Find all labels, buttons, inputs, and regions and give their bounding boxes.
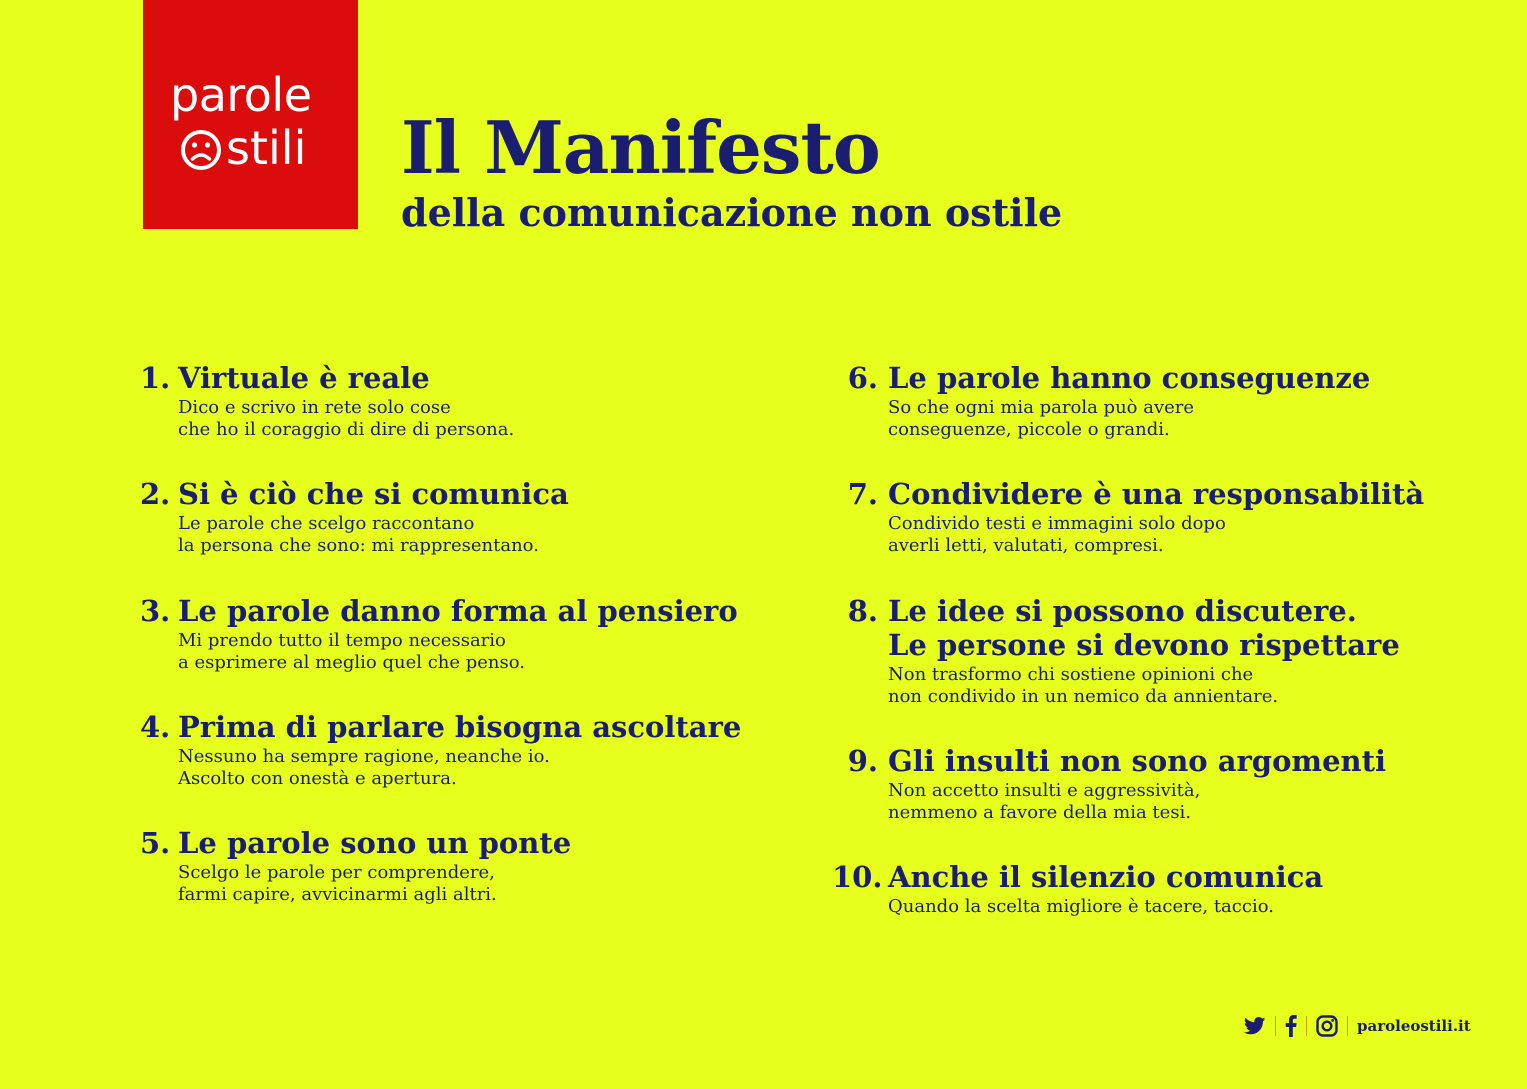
item-number: 6.	[847, 361, 878, 395]
item-body-line: Dico e scrivo in rete solo cose	[178, 397, 451, 418]
item-title: Le parole sono un ponte	[178, 826, 572, 860]
item-number: 8.	[847, 594, 878, 628]
manifesto-item-7	[832, 477, 1424, 557]
item-title: Le idee si possono discutere.	[888, 594, 1357, 628]
sad-face-icon	[180, 129, 222, 171]
manifesto-item-4	[140, 710, 741, 790]
item-body-line: la persona che sono: mi rappresentano.	[178, 535, 539, 556]
manifesto-item-2	[140, 477, 569, 557]
manifesto-item-3	[140, 594, 738, 674]
item-title: Prima di parlare bisogna ascoltare	[178, 710, 742, 744]
item-number: 5.	[140, 826, 171, 860]
item-body-line: nemmeno a favore della mia tesi.	[888, 802, 1192, 823]
item-title: Gli insulti non sono argomenti	[888, 744, 1387, 778]
item-number: 2.	[140, 477, 171, 511]
item-body-line: a esprimere al meglio quel che penso.	[178, 652, 525, 673]
item-body-line: averli letti, valutati, compresi.	[888, 535, 1164, 556]
page-title: Il Manifesto	[401, 105, 880, 190]
item-title: Anche il silenzio comunica	[888, 860, 1324, 894]
item-title: Le parole hanno conseguenze	[888, 361, 1371, 395]
item-title: Condividere è una responsabilità	[888, 477, 1425, 511]
website-link[interactable]: paroleostili.it	[1357, 1017, 1471, 1035]
item-body-line: Non trasformo chi sostiene opinioni che	[888, 664, 1254, 685]
manifesto-item-5	[140, 826, 571, 906]
item-number: 7.	[847, 477, 878, 511]
logo-second-line	[180, 121, 307, 175]
item-body-line: Quando la scelta migliore è tacere, taccio.	[888, 896, 1274, 917]
item-number: 3.	[140, 594, 171, 628]
item-body-line: non condivido in un nemico da annientare.	[888, 686, 1279, 707]
footer-social-bar	[1244, 1013, 1471, 1039]
twitter-icon[interactable]	[1244, 1017, 1266, 1035]
item-number: 1.	[140, 361, 171, 395]
manifesto-item-1	[140, 361, 514, 441]
item-number: 10.	[832, 860, 883, 894]
item-body-line: Mi prendo tutto il tempo necessario	[178, 630, 506, 651]
manifesto-item-8	[832, 594, 1400, 708]
item-title: Virtuale è reale	[178, 361, 430, 395]
page-subtitle: della comunicazione non ostile	[401, 190, 1063, 235]
facebook-icon[interactable]	[1285, 1015, 1297, 1037]
item-title-line2: Le persone si devono rispettare	[888, 628, 1400, 662]
manifesto-item-10	[832, 860, 1323, 918]
item-title: Si è ciò che si comunica	[178, 477, 569, 511]
logo-text-stili: stili	[226, 121, 307, 175]
item-body-line: Scelgo le parole per comprendere,	[178, 862, 495, 883]
brand-logo	[143, 0, 358, 229]
footer-separator	[1306, 1016, 1307, 1036]
item-number: 9.	[847, 744, 878, 778]
item-body-line: Non accetto insulti e aggressività,	[888, 780, 1201, 801]
manifesto-item-6	[832, 361, 1370, 441]
item-number: 4.	[140, 710, 171, 744]
item-body-line: farmi capire, avvicinarmi agli altri.	[178, 884, 497, 905]
item-body-line: Ascolto con onestà e apertura.	[178, 768, 457, 789]
item-body-line: Nessuno ha sempre ragione, neanche io.	[178, 746, 550, 767]
manifesto-item-9	[832, 744, 1386, 824]
footer-separator	[1347, 1016, 1348, 1036]
item-body-line: Condivido testi e immagini solo dopo	[888, 513, 1226, 534]
logo-text-parole: parole	[170, 68, 312, 122]
item-body-line: che ho il coraggio di dire di persona.	[178, 419, 515, 440]
footer-separator	[1275, 1016, 1276, 1036]
instagram-icon[interactable]	[1316, 1015, 1338, 1037]
item-body-line: Le parole che scelgo raccontano	[178, 513, 475, 534]
item-body-line: So che ogni mia parola può avere	[888, 397, 1195, 418]
item-title: Le parole danno forma al pensiero	[178, 594, 738, 628]
item-body-line: conseguenze, piccole o grandi.	[888, 419, 1170, 440]
